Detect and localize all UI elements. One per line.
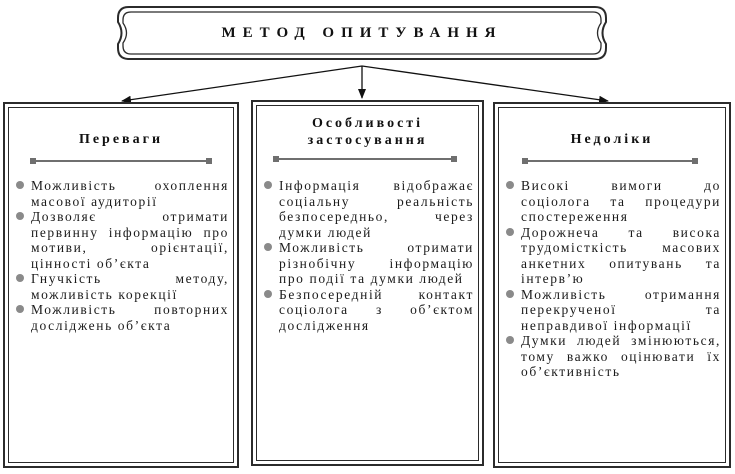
bullet-icon xyxy=(264,181,272,189)
advantages-box xyxy=(3,102,239,468)
advantages-list xyxy=(15,178,229,333)
item-text: Гнучкість методу, можливість корекції xyxy=(31,271,229,302)
item-text: Можливість отримати різнобічну інформацію про події та думки людей xyxy=(279,240,474,286)
arrow-right xyxy=(362,66,608,101)
list-item xyxy=(15,302,229,333)
item-text: Можливість повторних досліджень об’єкта xyxy=(31,302,229,333)
advantages-rule xyxy=(32,160,210,162)
bullet-icon xyxy=(264,290,272,298)
arrow-left xyxy=(122,66,362,101)
features-rule xyxy=(275,158,455,160)
bullet-icon xyxy=(506,290,514,298)
features-title: Особливості застосування xyxy=(307,116,428,148)
list-item xyxy=(263,240,474,287)
bullet-icon xyxy=(16,305,24,313)
list-item xyxy=(15,271,229,302)
bullet-icon xyxy=(506,336,514,344)
connector-arrows xyxy=(0,0,735,110)
item-text: Думки людей змінюються, тому важко оцінювати їх об’єктивність xyxy=(521,333,721,379)
disadvantages-rule xyxy=(524,160,696,162)
disadvantages-title: Недоліки xyxy=(570,132,654,147)
bullet-icon xyxy=(16,181,24,189)
diagram-title: МЕТОД ОПИТУВАННЯ xyxy=(221,24,503,41)
features-box xyxy=(251,100,484,466)
item-text: Дорожнеча та висока трудомісткість масових анкетних опитувань та інтерв’ю xyxy=(521,224,721,286)
list-item xyxy=(505,287,721,334)
bullet-icon xyxy=(506,228,514,236)
bullet-icon xyxy=(264,243,272,251)
disadvantages-list xyxy=(505,178,721,380)
item-text: Безпосередній контакт соціолога з об’єктом дослідження xyxy=(279,286,474,333)
bullet-icon xyxy=(506,181,514,189)
item-text: Високі вимоги до соціолога та процедури спостереження xyxy=(521,178,721,224)
list-item xyxy=(15,209,229,271)
item-text: Можливість отримання перекрученої та неправдивої інформації xyxy=(521,286,721,333)
list-item xyxy=(505,178,721,225)
disadvantages-box xyxy=(493,102,731,468)
list-item xyxy=(15,178,229,209)
item-text: Дозволяє отримати первинну інформацію про мотиви, орієнтації, цінності об’єкта xyxy=(31,209,229,271)
advantages-title: Переваги xyxy=(78,132,164,147)
list-item xyxy=(505,333,721,380)
list-item xyxy=(505,225,721,287)
features-list xyxy=(263,178,474,333)
list-item xyxy=(263,287,474,334)
item-text: Можливість охоплення масової аудиторії xyxy=(31,178,229,209)
item-text: Інформація відображає соціальну реальність безпосередньо, через думки людей xyxy=(279,178,474,240)
bullet-icon xyxy=(16,212,24,220)
list-item xyxy=(263,178,474,240)
bullet-icon xyxy=(16,274,24,282)
